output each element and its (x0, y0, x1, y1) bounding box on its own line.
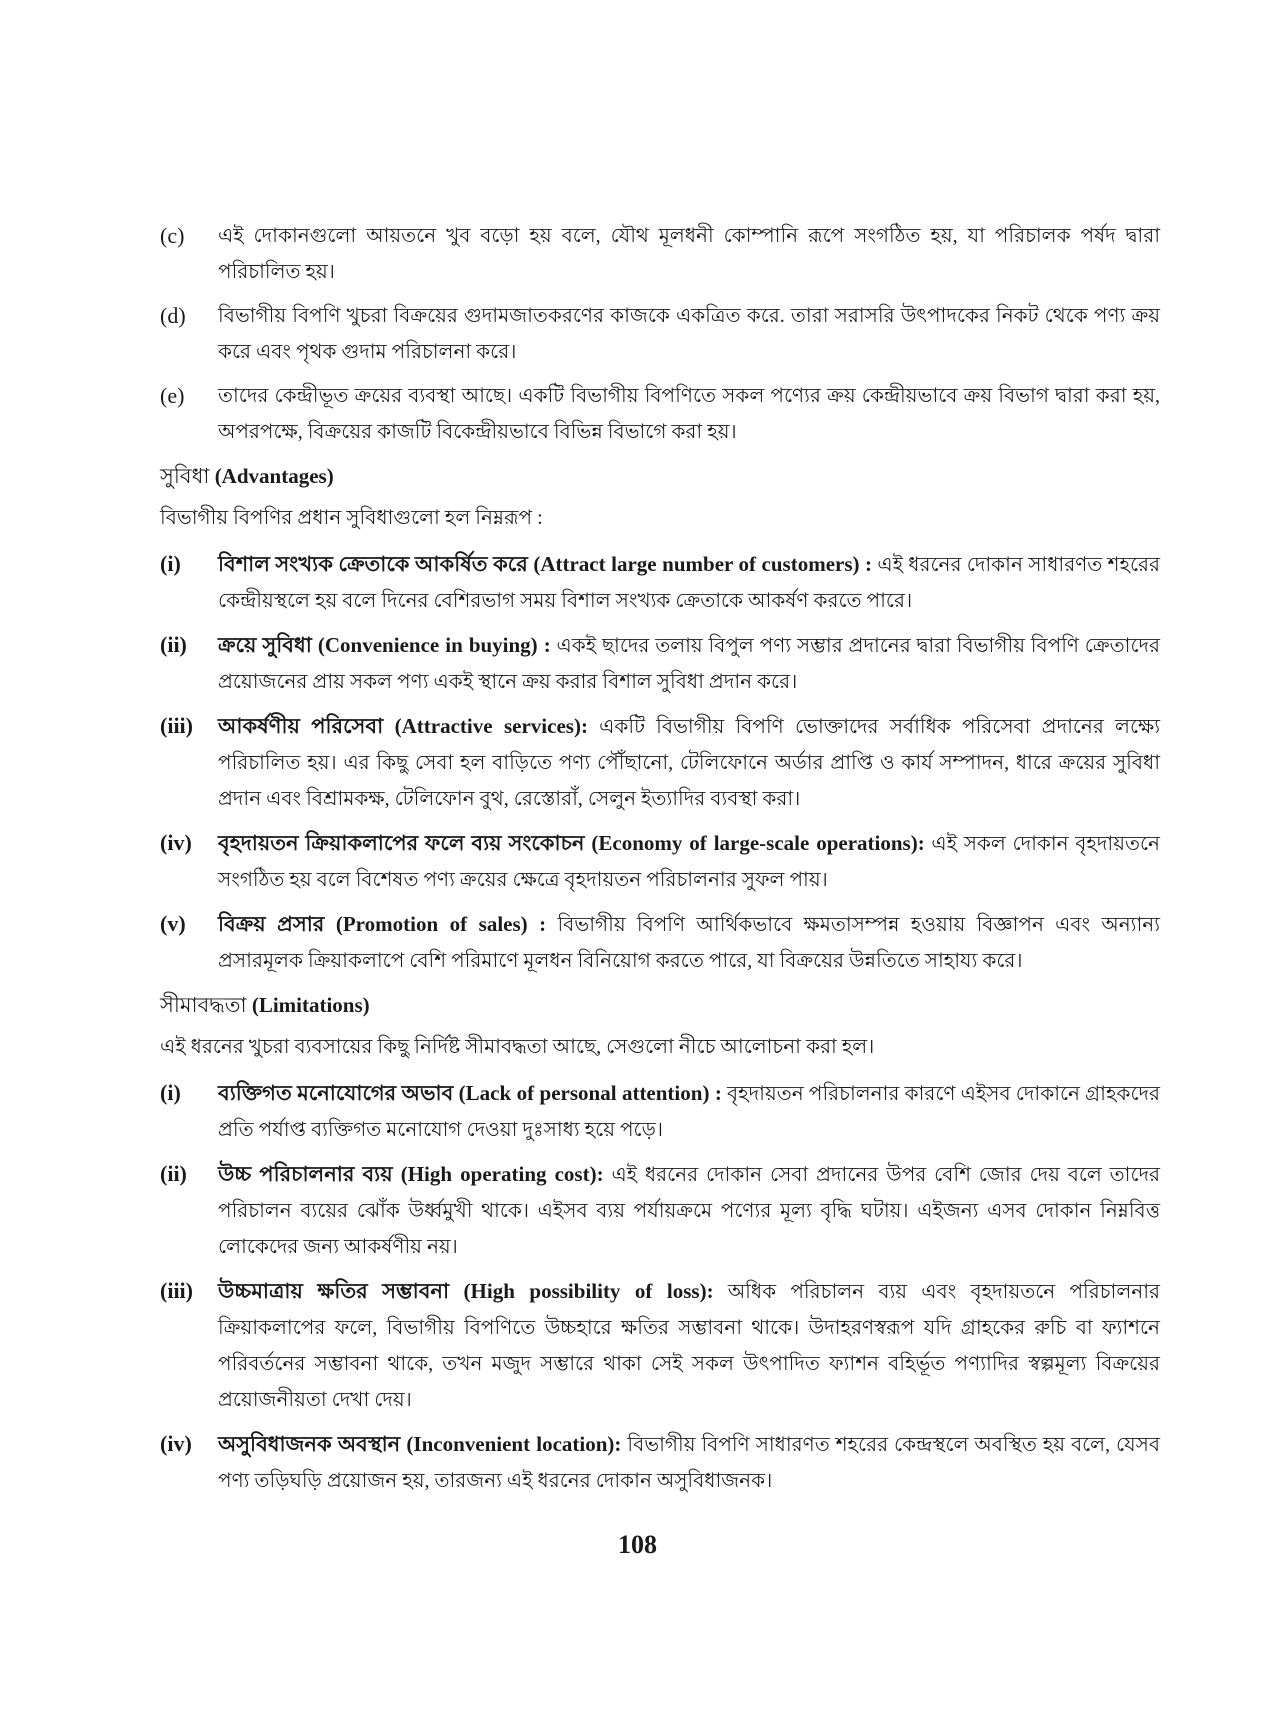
advantages-heading-en: (Advantages) (214, 464, 334, 488)
item-text: একটি বিভাগীয় বিপণি ভোক্তাদের সর্বাধিক পরিসেবা প্রদানের লক্ষ্যে পরিচালিত হয়। এর কিছু সেবা হল বাড়িতে পণ্য পৌঁছানো, টেলিফোনে অর্ডার প্রাপ্তি ও কার্য সম্পাদন, ধারে ক্রয়ের সুবিধা প্রদান এবং বিশ্রামকক্ষ, টেলিফোন বুথ, রেস্তোরাঁ, সেলুন ইত্যাদির ব্যবস্থা করা। (218, 716, 1160, 810)
item-body (218, 1156, 1160, 1265)
item-body (218, 708, 1160, 817)
list-item (160, 1075, 1160, 1148)
intro-list (160, 218, 1160, 450)
item-title: বিক্রয় প্রসার (Promotion of sales) : (218, 912, 547, 936)
list-item (160, 1426, 1160, 1499)
item-label: (ii) (160, 632, 187, 657)
item-label: (e) (160, 383, 185, 408)
item-title: উচ্চ পরিচালনার ব্যয় (High operating cost): (218, 1162, 604, 1186)
list-item (160, 218, 1160, 290)
list-item (160, 1273, 1160, 1418)
list-item (160, 298, 1160, 370)
limitations-intro: এই ধরনের খুচরা ব্যবসায়ের কিছু নির্দিষ্ট সীমাবদ্ধতা আছে, সেগুলো নীচে আলোচনা করা হল। (160, 1036, 875, 1058)
list-item (160, 906, 1160, 979)
item-text: এই সকল দোকান বৃহদায়তনে সংগঠিত হয় বলে বিশেষত পণ্য ক্রয়ের ক্ষেত্রে বৃহদায়তন পরিচালনার সুফল পায়। (218, 833, 1160, 891)
limitations-list (160, 1075, 1160, 1499)
item-label: (v) (160, 911, 186, 936)
list-item (160, 546, 1160, 619)
item-title: বৃহদায়তন ক্রিয়াকলাপের ফলে ব্যয় সংকোচন (Economy of large-scale operations): (218, 831, 925, 855)
item-title: আকর্ষণীয় পরিসেবা (Attractive services): (218, 714, 588, 738)
item-text: অধিক পরিচালন ব্যয় এবং বৃহদায়তনে পরিচালনার ক্রিয়াকলাপের ফলে, বিভাগীয় বিপণিতে উচ্চহারে ক্ষতির সম্ভাবনা থাকে। উদাহরণস্বরূপ যদি গ্রাহকের রুচি বা ফ্যাশনে পরিবর্তনের সম্ভাবনা থাকে, তখন মজুদ সম্ভারে থাকা সেই সকল উৎপাদিত ফ্যাশন বহির্ভূত পণ্যাদির স্বল্পমূল্য বিক্রয়ের প্রয়োজনীয়তা দেখা দেয়। (218, 1281, 1161, 1411)
document-page (160, 218, 1160, 1507)
item-title: বিশাল সংখ্যক ক্রেতাকে আকর্ষিত করে (Attract large number of customers) : (218, 552, 873, 576)
page-number: 108 (618, 1530, 657, 1559)
item-text: বিভাগীয় বিপণি সাধারণত শহরের কেন্দ্রস্থলে অবস্থিত হয় বলে, যেসব পণ্য তড়িঘড়ি প্রয়োজন হয়, তারজন্য এই ধরনের দোকান অসুবিধাজনক। (218, 1434, 1160, 1492)
item-label: (iii) (160, 713, 193, 738)
limitations-heading (160, 987, 1160, 1023)
item-body (218, 825, 1160, 898)
item-label: (iii) (160, 1278, 193, 1303)
limitations-heading-en: (Limitations) (251, 993, 370, 1017)
item-text: একই ছাদের তলায় বিপুল পণ্য সম্ভার প্রদানের দ্বারা বিভাগীয় বিপণি ক্রেতাদের প্রয়োজনের প্রায় সকল পণ্য একই স্থানে ক্রয় করার বিশাল সুবিধা প্রদান করে। (218, 635, 1161, 693)
item-label: (i) (160, 1080, 181, 1105)
list-item (160, 627, 1160, 700)
item-text: বিভাগীয় বিপণি আর্থিকভাবে ক্ষমতাসম্পন্ন হওয়ায় বিজ্ঞাপন এবং অন্যান্য প্রসারমূলক ক্রিয়াকলাপে বেশি পরিমাণে মূলধন বিনিয়োগ করতে পারে, যা বিক্রয়ের উন্নতিতে সাহায্য করে। (218, 914, 1160, 972)
item-title: উচ্চমাত্রায় ক্ষতির সম্ভাবনা (High possibility of loss): (218, 1279, 714, 1303)
list-item (160, 825, 1160, 898)
item-title: ব্যক্তিগত মনোযোগের অভাব (Lack of personal attention) : (218, 1081, 722, 1105)
item-body (218, 1426, 1160, 1499)
item-body (218, 1273, 1160, 1418)
list-item (160, 378, 1160, 450)
item-label: (c) (160, 223, 185, 248)
list-item (160, 1156, 1160, 1265)
item-title: ক্রয়ে সুবিধা (Convenience in buying) : (218, 633, 551, 657)
item-text: এই ধরনের দোকান সাধারণত শহরের কেন্দ্রীয়স্থলে হয় বলে দিনের বেশিরভাগ সময় বিশাল সংখ্যক ক্রেতাকে আকর্ষণ করতে পারে। (218, 554, 1160, 612)
item-body (218, 218, 1160, 290)
item-label: (iv) (160, 1431, 192, 1456)
item-text: তাদের কেন্দ্রীভূত ক্রয়ের ব্যবস্থা আছে। একটি বিভাগীয় বিপণিতে সকল পণ্যের ক্রয় কেন্দ্রীয়ভাবে ক্রয় বিভাগ দ্বারা করা হয়, অপরপক্ষে, বিক্রয়ের কাজটি বিকেন্দ্রীয়ভাবে বিভিন্ন বিভাগে করা হয়। (218, 385, 1160, 443)
list-item (160, 708, 1160, 817)
limitations-heading-bn: সীমাবদ্ধতা (160, 993, 247, 1017)
item-body (218, 906, 1160, 979)
item-body (218, 627, 1160, 700)
item-label: (iv) (160, 830, 192, 855)
advantages-intro: বিভাগীয় বিপণির প্রধান সুবিধাগুলো হল নিম্নরূপ : (160, 507, 543, 529)
item-label: (d) (160, 303, 186, 328)
item-label: (ii) (160, 1161, 187, 1186)
item-title: অসুবিধাজনক অবস্থান (Inconvenient location): (218, 1432, 622, 1456)
item-text: এই ধরনের দোকান সেবা প্রদানের উপর বেশি জোর দেয় বলে তাদের পরিচালন ব্যয়ের ঝোঁক উর্ধ্বমুখী থাকে। এইসব ব্যয় পর্যায়ক্রমে পণ্যের মূল্য বৃদ্ধি ঘটায়। এইজন্য এসব দোকান নিম্নবিত্ত লোকেদের জন্য আকর্ষণীয় নয়। (218, 1164, 1161, 1258)
advantages-heading (160, 458, 1160, 494)
advantages-heading-bn: সুবিধা (160, 464, 210, 488)
advantages-list (160, 546, 1160, 979)
item-body (218, 1075, 1160, 1148)
item-text: এই দোকানগুলো আয়তনে খুব বড়ো হয় বলে, যৌথ মূলধনী কোম্পানি রূপে সংগঠিত হয়, যা পরিচালক পর্ষদ দ্বারা পরিচালিত হয়। (218, 225, 1160, 283)
item-body (218, 298, 1160, 370)
item-label: (i) (160, 551, 181, 576)
item-body (218, 378, 1160, 450)
item-text: বিভাগীয় বিপণি খুচরা বিক্রয়ের গুদামজাতকরণের কাজকে একত্রিত করে. তারা সরাসরি উৎপাদকের নিকট থেকে পণ্য ক্রয় করে এবং পৃথক গুদাম পরিচালনা করে। (218, 305, 1160, 363)
item-body (218, 546, 1160, 619)
item-text: বৃহদায়তন পরিচালনার কারণে এইসব দোকানে গ্রাহকদের প্রতি পর্যাপ্ত ব্যক্তিগত মনোযোগ দেওয়া দুঃসাধ্য হয়ে পড়ে। (218, 1083, 1160, 1141)
